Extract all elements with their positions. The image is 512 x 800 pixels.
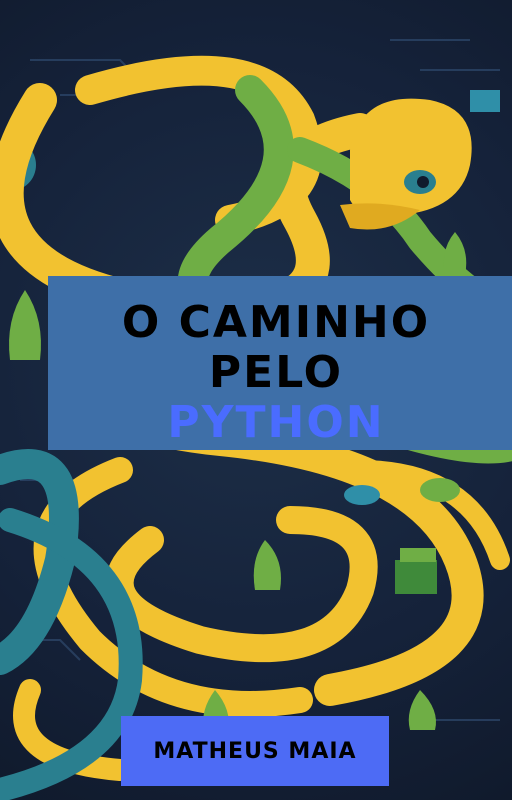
author-name: MATHEUS MAIA xyxy=(153,738,357,764)
title-line-1: O CAMINHO xyxy=(121,297,431,348)
title-line-2: PELO xyxy=(208,347,344,398)
title-line-3: PYTHON xyxy=(167,397,385,448)
building-icon xyxy=(395,548,437,594)
